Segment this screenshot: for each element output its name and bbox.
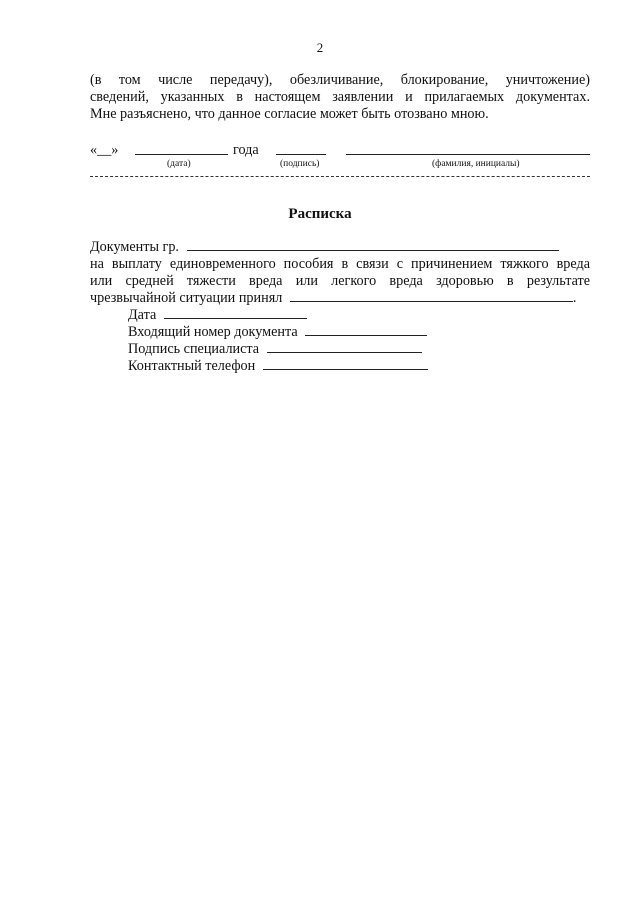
receipt-documents-row (90, 239, 590, 256)
date-month-line[interactable] (135, 154, 228, 155)
receipt-date-row (90, 307, 590, 324)
contact-phone-label: Контактный телефон (128, 358, 256, 374)
purpose-line-2: или средней тяжести вреда или легкого вреда здоровью в результате (90, 273, 590, 289)
receipt-title: Расписка (288, 206, 352, 222)
citizen-name-field[interactable] (187, 239, 559, 251)
purpose-line-1: на выплату единовременного пособия в связи с причинением тяжкого вреда (90, 256, 590, 272)
sentence-period: . (572, 290, 577, 306)
documents-label: Документы гр. (90, 239, 179, 255)
cut-line-divider (90, 176, 590, 177)
consent-line-1: (в том числе передачу), обезличивание, блокирование, уничтожение) (90, 72, 590, 88)
incoming-number-field[interactable] (305, 324, 427, 336)
receipt-date-label: Дата (128, 307, 157, 323)
purpose-accepted-row (90, 290, 590, 307)
year-label: года (233, 142, 259, 158)
receipt-section (90, 239, 590, 375)
receipt-date-field[interactable] (164, 307, 307, 319)
accepted-by-field[interactable] (290, 290, 573, 302)
signature-line[interactable] (276, 154, 326, 155)
caption-date: (дата) (167, 159, 191, 169)
purpose-line-3: чрезвычайной ситуации принял (90, 290, 283, 306)
contact-phone-field[interactable] (263, 358, 428, 370)
date-day-field[interactable]: «__» (90, 142, 119, 158)
specialist-signature-field[interactable] (267, 341, 422, 353)
caption-signature: (подпись) (280, 159, 320, 169)
signature-row (90, 142, 590, 174)
consent-paragraph (90, 72, 590, 123)
incoming-number-label: Входящий номер документа (128, 324, 298, 340)
contact-phone-row (90, 358, 590, 375)
consent-line-3: Мне разъяснено, что данное согласие может быть отозвано мною. (90, 106, 489, 122)
caption-full-name: (фамилия, инициалы) (432, 159, 520, 169)
incoming-number-row (90, 324, 590, 341)
full-name-line[interactable] (346, 154, 590, 155)
specialist-signature-row (90, 341, 590, 358)
specialist-signature-label: Подпись специалиста (128, 341, 260, 357)
page-number: 2 (316, 40, 324, 55)
consent-line-2: сведений, указанных в настоящем заявлении и прилагаемых документах. (90, 89, 590, 105)
